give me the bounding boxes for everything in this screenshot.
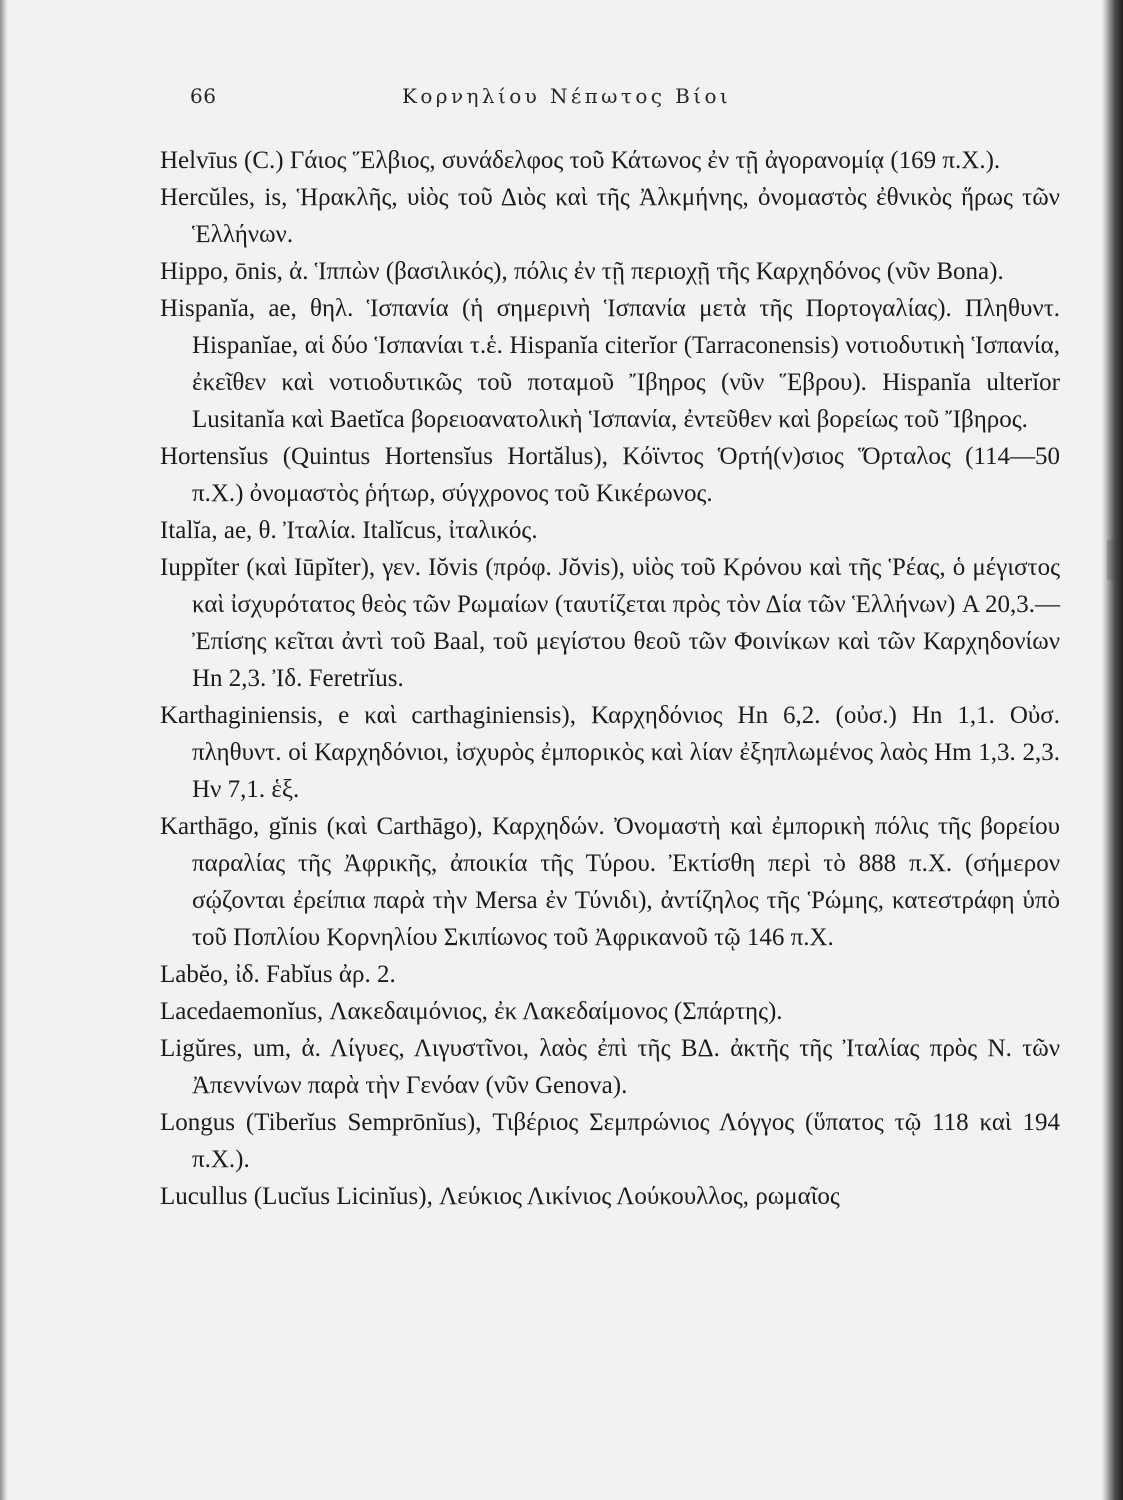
glossary-entry: Karthāgo, gĭnis (καὶ Carthāgo), Καρχηδών. Ὀνομαστὴ καὶ ἐμπορικὴ πόλις τῆς βορείου παραλίας τῆς Ἀφρικῆς, ἀποικία τῆς Τύρου. Ἐκτίσθη περὶ τὸ 888 π.Χ. (σήμερον σῴζονται ἐρείπια παρὰ τὴν Mersa ἐν Τύνιδι), ἀντίζηλος τῆς Ῥώμης, κατεστράφη ὑπὸ τοῦ Ποπλίου Κορνηλίου Σκιπίωνος τοῦ Ἀφρικανοῦ τῷ 146 π.Χ. <box>160 813 1060 951</box>
page-left-edge <box>0 0 8 1500</box>
glossary-entry: Longus (Tiberĭus Semprōnĭus), Τιβέριος Σεμπρώνιος Λόγγος (ὕπατος τῷ 118 καὶ 194 π.Χ.). <box>160 1109 1060 1173</box>
glossary-entry: Karthaginiensis, e καὶ carthaginiensis), Καρχηδόνιος Hn 6,2. (οὐσ.) Hn 1,1. Οὐσ. πληθυντ. οἱ Καρχηδόνιοι, ἰσχυρὸς ἐμπορικὸς καὶ λίαν ἐξηπλωμένος λαὸς Hm 1,3. 2,3. Hν 7,1. ἑξ. <box>160 702 1060 803</box>
glossary-entry: Iuppĭter (καὶ Iūpĭter), γεν. Iŏvis (πρόφ. Jŏvis), υἱὸς τοῦ Κρόνου καὶ τῆς Ῥέας, ὁ μέγιστος καὶ ἰσχυρότατος θεὸς τῶν Ρωμαίων (ταυτίζεται πρὸς τὸν Δία τῶν Ἑλλήνων) A 20,3.—Ἐπίσης κεῖται ἀντὶ τοῦ Baal, τοῦ μεγίστου θεοῦ τῶν Φοινίκων καὶ τῶν Καρχηδονίων Hn 2,3. Ἰδ. Feretrĭus. <box>160 554 1060 692</box>
running-title: Κορνηλίου Νέπωτος Βίοι <box>402 84 732 108</box>
glossary-entry: Italĭa, ae, θ. Ἰταλία. Italĭcus, ἰταλικός. <box>160 517 538 544</box>
glossary-entry: Lacedaemonĭus, Λακεδαιμόνιος, ἐκ Λακεδαίμονος (Σπάρτης). <box>160 998 783 1025</box>
glossary-entry: Labĕo, ἰδ. Fabĭus ἀρ. 2. <box>160 961 396 988</box>
glossary-entry: Ligŭres, um, ἀ. Λίγυες, Λιγυστῖνοι, λαὸς ἐπὶ τῆς ΒΔ. ἀκτῆς τῆς Ἰταλίας πρὸς Ν. τῶν Ἀπεννίνων παρὰ τὴν Γενόαν (νῦν Genova). <box>160 1035 1060 1099</box>
page-number: 66 <box>190 84 217 108</box>
page-right-edge <box>1101 0 1123 1500</box>
glossary-entry: Helvīus (C.) Γάιος Ἕλβιος, συνάδελφος τοῦ Κάτωνος ἐν τῇ ἀγορανομίᾳ (169 π.Χ.). <box>160 147 1001 174</box>
glossary-entry: Hispanĭa, ae, θηλ. Ἱσπανία (ἡ σημερινὴ Ἱσπανία μετὰ τῆς Πορτογαλίας). Πληθυντ. Hispanĭae, αἱ δύο Ἱσπανίαι τ.ἑ. Hispanĭa citerĭor (Tarraconensis) νοτιοδυτικὴ Ἱσπανία, ἐκεῖθεν καὶ νοτιοδυτικῶς τοῦ ποταμοῦ Ἴβηρος (νῦν Ἕβρου). Hispanĭa ulterĭor Lusitanĭa καὶ Baetĭca βορειοανατολικὴ Ἱσπανία, ἐντεῦθεν καὶ βορείως τοῦ Ἴβηρος. <box>160 295 1060 433</box>
glossary-entry: Hortensĭus (Quintus Hortensĭus Hortălus), Κόϊντος Ὁρτή(ν)σιος Ὅρταλος (114—50 π.Χ.) ὀνομαστὸς ῥήτωρ, σύγχρονος τοῦ Κικέρωνος. <box>160 443 1060 507</box>
page-edge-mark <box>1107 540 1114 580</box>
glossary-entry: Lucullus (Lucĭus Licinĭus), Λεύκιος Λικίνιος Λούκουλλος, ρωμαῖος <box>160 1183 840 1210</box>
glossary-entry: Hippo, ōnis, ἀ. Ἱππὼν (βασιλικός), πόλις ἐν τῇ περιοχῇ τῆς Καρχηδόνος (νῦν Bona). <box>160 258 1004 285</box>
glossary-entry: Hercŭles, is, Ἡρακλῆς, υἱὸς τοῦ Διὸς καὶ τῆς Ἀλκμήνης, ὀνομαστὸς ἐθνικὸς ἥρως τῶν Ἑλλήνων. <box>160 184 1060 248</box>
page-header <box>190 84 820 114</box>
glossary-content <box>160 142 1060 1215</box>
